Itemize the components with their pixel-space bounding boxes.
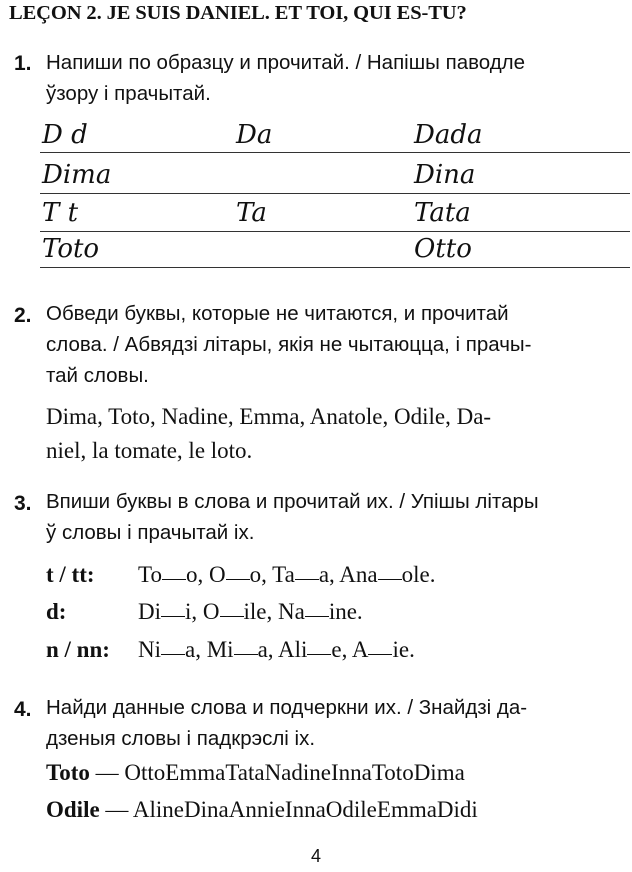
target-word: Toto — [46, 760, 90, 785]
dash: — — [95, 760, 119, 785]
exercise-1-line-2: ўзору і прачытай. — [46, 82, 211, 105]
exercise-4-line-1: Найди данные слова и подчеркни их. / Знайдзі да- — [46, 696, 528, 719]
exercise-4-instruction — [46, 692, 630, 754]
word-part: e, A — [331, 637, 369, 662]
word-part: Ni — [138, 637, 161, 662]
word-search-row — [46, 760, 465, 786]
word-part: ile, Na — [243, 599, 305, 624]
page-number: 4 — [310, 846, 321, 866]
word-part: o, O — [185, 562, 226, 587]
target-word: Odile — [46, 797, 100, 822]
exercise-2-line-2: слова. / Абвядзі літары, якія не чытаюцца, і прачы- — [46, 333, 532, 356]
fill-in-row — [46, 562, 435, 588]
word-part: To — [138, 562, 162, 587]
exercise-4-line-2: дзеныя словы і падкрэслі іх. — [46, 727, 316, 750]
fill-in-label: n / nn: — [46, 637, 110, 662]
script-word: D d — [42, 120, 88, 150]
script-word: Da — [236, 120, 273, 150]
word-part: a, Mi — [185, 637, 234, 662]
exercise-2-line-1: Обведи буквы, которые не читаются, и прочитай — [46, 302, 509, 325]
exercise-2-words-line-1: Dima, Toto, Nadine, Emma, Anatole, Odile, Da- — [46, 404, 492, 429]
word-part: ole. — [401, 562, 436, 587]
exercise-2-words-line-2: niel, la tomate, le loto. — [46, 438, 253, 463]
blank-line[interactable] — [368, 653, 392, 655]
exercise-2-line-3: тай словы. — [46, 364, 149, 387]
word-part: o, Ta — [249, 562, 295, 587]
script-word: Tata — [414, 198, 471, 228]
blank-line[interactable] — [305, 615, 329, 617]
script-word: Dina — [414, 160, 476, 190]
exercise-2-number: 2. — [14, 304, 32, 327]
handwriting-sample — [40, 110, 630, 272]
blank-line[interactable] — [220, 615, 244, 617]
lesson-title: LEÇON 2. JE SUIS DANIEL. ET TOI, QUI ES-TU? — [9, 2, 467, 24]
fill-in-row — [46, 637, 415, 663]
exercise-3-number: 3. — [14, 492, 32, 515]
dash: — — [105, 797, 129, 822]
blank-line[interactable] — [162, 578, 186, 580]
writing-line — [40, 267, 630, 268]
exercise-3-instruction — [46, 486, 630, 548]
script-word: Ta — [236, 198, 267, 228]
word-part: i, O — [185, 599, 220, 624]
word-part: a, Ali — [257, 637, 308, 662]
exercise-3-line-1: Впиши буквы в слова и прочитай их. / Упішы літары — [46, 490, 539, 513]
script-word: Toto — [42, 234, 100, 264]
word-part: ie. — [392, 637, 415, 662]
script-word: Otto — [414, 234, 472, 264]
exercise-1-line-1: Напиши по образцу и прочитай. / Напішы паводле — [46, 51, 526, 74]
exercise-4-number: 4. — [14, 698, 32, 721]
blank-line[interactable] — [226, 578, 250, 580]
exercise-1-number: 1. — [14, 52, 32, 75]
letter-string[interactable]: AlineDinaAnnieInnaOdileEmmaDidi — [132, 797, 478, 822]
script-word: Dima — [42, 160, 112, 190]
fill-in-row — [46, 599, 363, 625]
blank-line[interactable] — [307, 653, 331, 655]
writing-line — [40, 152, 630, 153]
exercise-2-instruction — [46, 298, 630, 391]
blank-line[interactable] — [295, 578, 319, 580]
blank-line[interactable] — [378, 578, 402, 580]
exercise-2-words — [46, 400, 626, 468]
letter-string[interactable]: OttoEmmaTataNadineInnaTotoDima — [124, 760, 465, 785]
writing-line — [40, 193, 630, 194]
exercise-1-instruction — [46, 47, 630, 109]
fill-in-label: t / tt: — [46, 562, 95, 587]
word-part: Di — [138, 599, 161, 624]
writing-line — [40, 231, 630, 232]
word-search-row — [46, 797, 478, 823]
script-word: Dada — [414, 120, 483, 150]
script-word: T t — [42, 198, 79, 228]
word-part: ine. — [328, 599, 363, 624]
blank-line[interactable] — [234, 653, 258, 655]
word-part: a, Ana — [318, 562, 378, 587]
fill-in-label: d: — [46, 599, 67, 624]
blank-line[interactable] — [161, 615, 185, 617]
exercise-3-line-2: ў словы і прачытай іх. — [46, 521, 255, 544]
blank-line[interactable] — [161, 653, 185, 655]
